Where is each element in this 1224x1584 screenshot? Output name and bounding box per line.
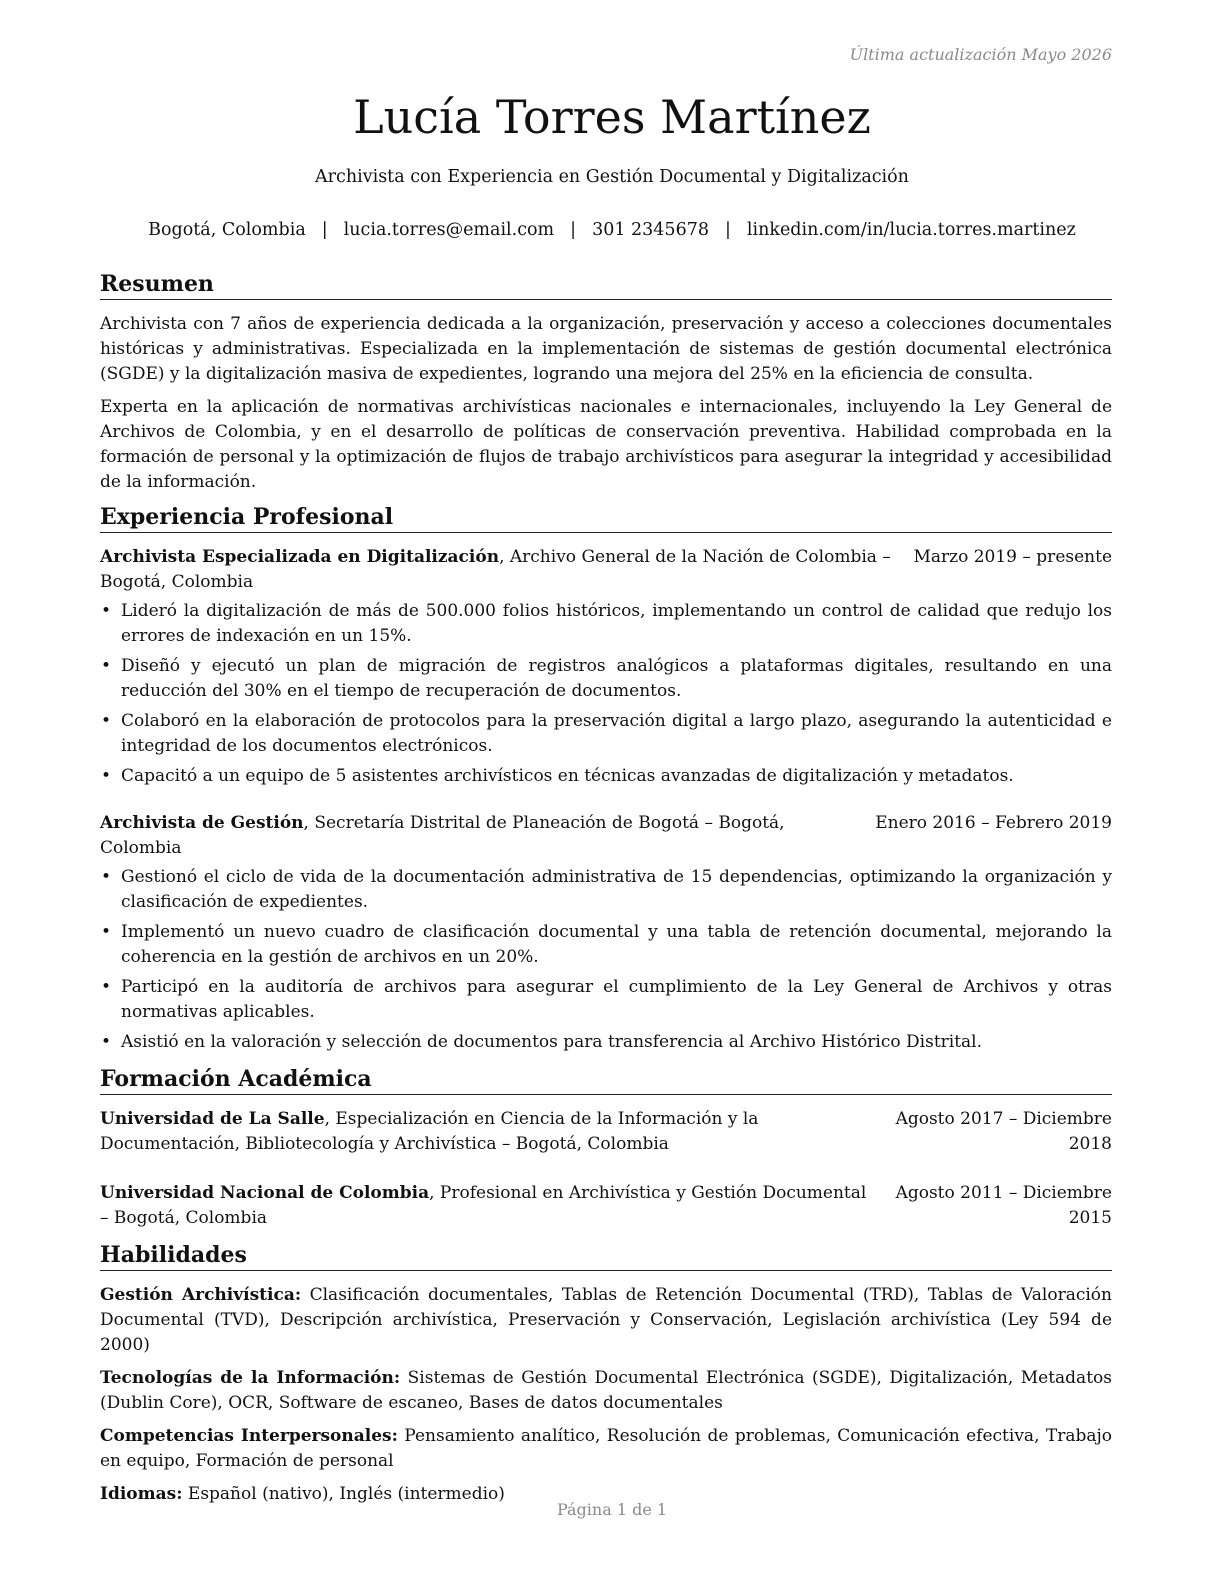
contact-location: Bogotá, Colombia [148,220,306,240]
section-title-education: Formación Académica [100,1065,1112,1095]
experience-section [100,503,1112,1055]
section-title-experience: Experiencia Profesional [100,503,1112,533]
job-bullet: • Capacitó a un equipo de 5 asistentes archivísticos en técnicas avanzadas de digitalización y metadatos. [121,764,1112,789]
job-entry [100,811,1112,1055]
headline: Archivista con Experiencia en Gestión Documental y Digitalización [315,167,909,187]
job-bullets [100,865,1112,1055]
skill-item [100,1283,1112,1358]
education-section [100,1065,1112,1231]
skill-text: Español (nativo), Inglés (intermedio) [182,1484,505,1504]
skill-text: Pensamiento analítico, Resolución de problemas, Comunicación efectiva, Trabajo en equipo, Formación de personal [100,1426,1112,1471]
skill-label: Idiomas: [100,1484,183,1504]
education-program: , Profesional en Archivística y Gestión Documental – Bogotá, Colombia [100,1183,867,1228]
summary-paragraph: Archivista con 7 años de experiencia dedicada a la organización, preservación y acceso a colecciones documentales históricas y administrativas. Especializada en la implementación de sistemas de gestión documental electrónica (SGDE) y la digitalización masiva de expedientes, logrando una mejora del 25% en la eficiencia de consulta. [100,314,1112,384]
education-dates: Agosto 2017 – Diciembre 2018 [895,1109,1112,1154]
last-updated: Última actualización Mayo 2026 [849,45,1112,64]
job-role: Archivista Especializada en Digitalización [100,547,500,567]
education-entry [100,1181,1112,1231]
education-entry [100,1107,1112,1157]
job-bullet: • Lideró la digitalización de más de 500.000 folios históricos, implementando un control de calidad que redujo los errores de indexación en un 15%. [121,599,1112,649]
job-header [100,545,1112,595]
skill-text: Clasificación documentales, Tablas de Retención Documental (TRD), Tablas de Valoración Documental (TVD), Descripción archivística, Preservación y Conservación, Legislación archivística (Ley 594 de 2000) [100,1285,1112,1355]
section-title-summary: Resumen [100,270,1112,300]
separator: | [570,220,577,240]
skill-label: Gestión Archivística: [100,1285,302,1305]
job-dates: Marzo 2019 – presente [913,547,1112,567]
page-number: Página 1 de 1 [556,1500,668,1519]
job-bullets [100,599,1112,789]
education-program: , Especialización en Ciencia de la Información y la Documentación, Bibliotecología y Archivística – Bogotá, Colombia [100,1109,759,1154]
job-bullet: • Diseñó y ejecutó un plan de migración de registros analógicos a plataformas digitales, resultando en una reducción del 30% en el tiempo de recuperación de documentos. [121,654,1112,704]
education-school: Universidad Nacional de Colombia [100,1183,430,1203]
summary-paragraph: Experta en la aplicación de normativas archivísticas nacionales e internacionales, incluyendo la Ley General de Archivos de Colombia, y en el desarrollo de políticas de conservación preventiva. Habilidad comprobada en la formación de personal y la optimización de flujos de trabajo archivísticos para asegurar la integridad y accesibilidad de la información. [100,397,1112,492]
job-organization: , Archivo General de la Nación de Colombia – Bogotá, Colombia [100,547,891,592]
job-dates: Enero 2016 – Febrero 2019 [875,813,1112,833]
job-bullet: • Participó en la auditoría de archivos para asegurar el cumplimiento de la Ley General de Archivos y otras normativas aplicables. [121,975,1112,1025]
job-header [100,811,1112,861]
summary-section [100,270,1112,495]
contact-phone: 301 2345678 [592,220,709,240]
skill-text: Sistemas de Gestión Documental Electrónica (SGDE), Digitalización, Metadatos (Dublin Core), OCR, Software de escaneo, Bases de datos documentales [100,1368,1112,1413]
job-bullet: • Asistió en la valoración y selección de documentos para transferencia al Archivo Histórico Distrital. [121,1030,1112,1055]
contact-linkedin[interactable]: linkedin.com/in/lucia.torres.martinez [746,220,1076,240]
job-bullet: • Implementó un nuevo cuadro de clasificación documental y una tabla de retención documental, mejorando la coherencia en la gestión de archivos en un 20%. [121,920,1112,970]
job-organization: , Secretaría Distrital de Planeación de Bogotá – Bogotá, Colombia [100,813,785,858]
job-bullet: • Gestionó el ciclo de vida de la documentación administrativa de 15 dependencias, optimizando la organización y clasificación de expedientes. [121,865,1112,915]
separator: | [724,220,731,240]
resume-content [100,270,1112,1515]
job-bullet: • Colaboró en la elaboración de protocolos para la preservación digital a largo plazo, asegurando la autenticidad e integridad de los documentos electrónicos. [121,709,1112,759]
education-school: Universidad de La Salle [100,1109,325,1129]
skill-item [100,1366,1112,1416]
separator: | [321,220,328,240]
job-role: Archivista de Gestión [100,813,304,833]
job-entry [100,545,1112,789]
candidate-name: Lucía Torres Martínez [353,90,871,144]
skill-label: Tecnologías de la Información: [100,1368,401,1388]
contact-email[interactable]: lucia.torres@email.com [343,220,555,240]
skills-section [100,1241,1112,1507]
contact-line [0,220,1224,240]
skill-label: Competencias Interpersonales: [100,1426,398,1446]
education-dates: Agosto 2011 – Diciembre 2015 [895,1183,1112,1228]
skill-item [100,1424,1112,1474]
section-title-skills: Habilidades [100,1241,1112,1271]
